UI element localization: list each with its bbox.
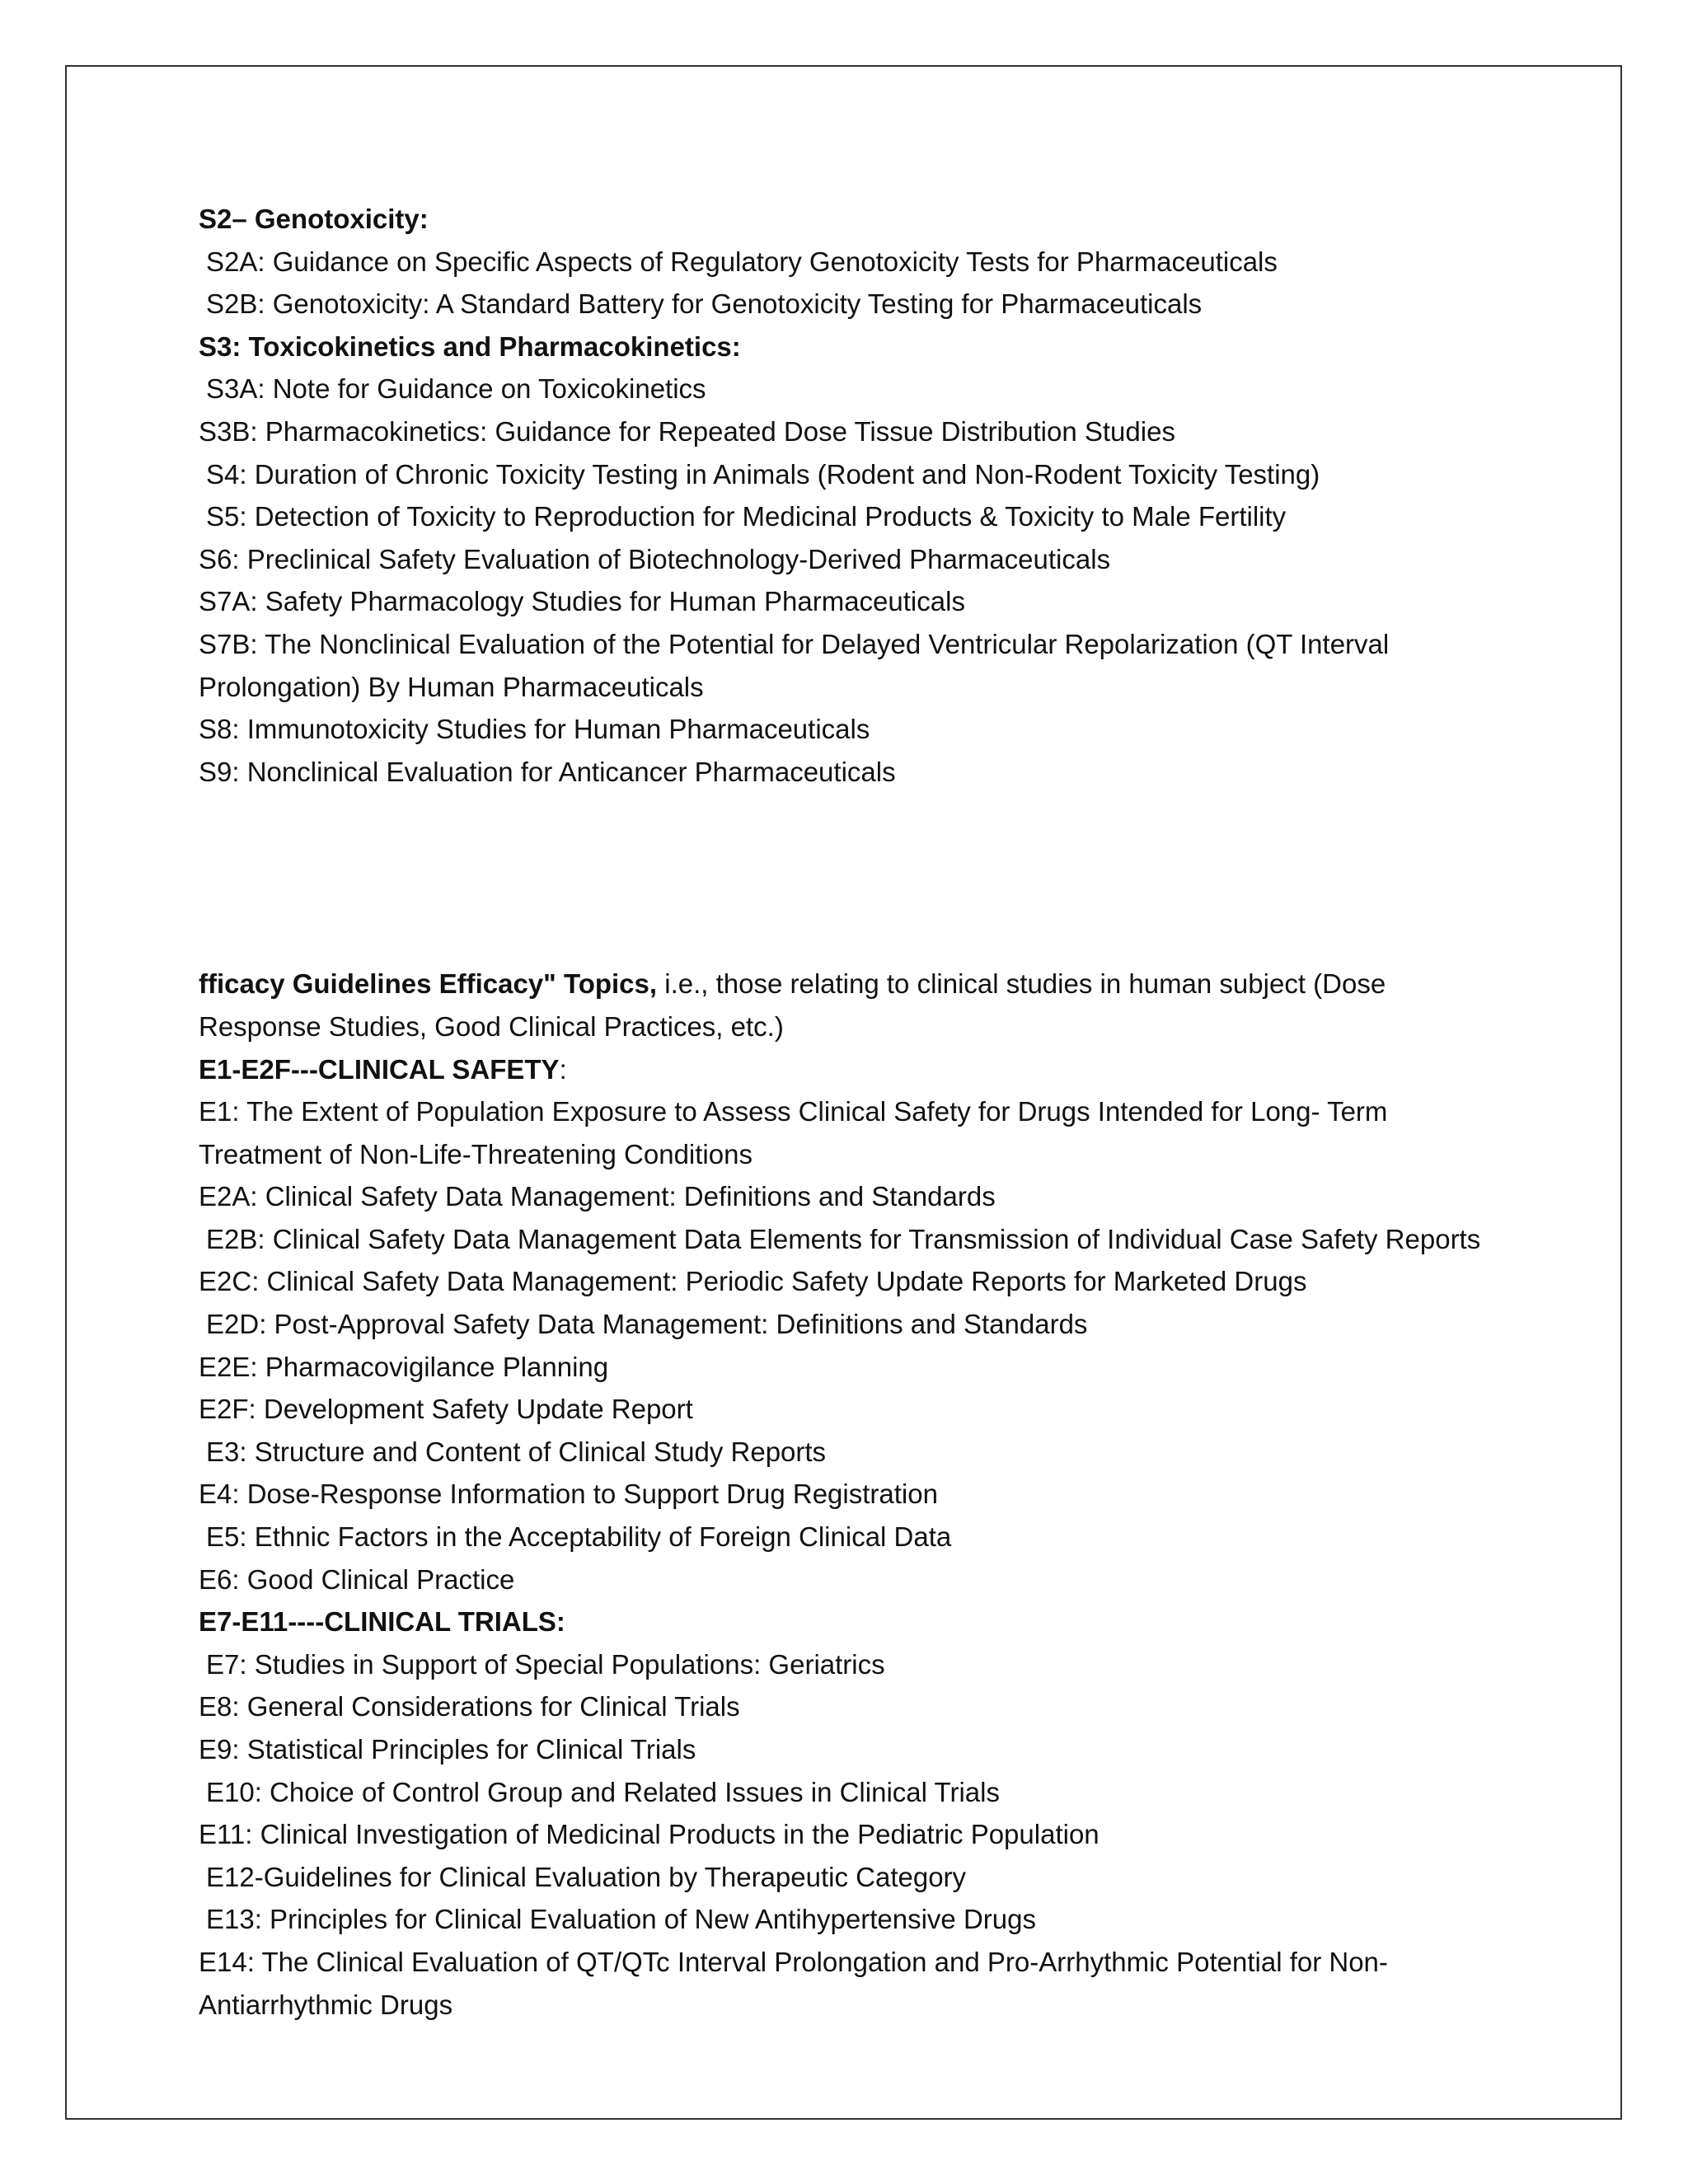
s7b-item-line2: Prolongation) By Human Pharmaceuticals bbox=[199, 671, 704, 702]
e2f-item: E2F: Development Safety Update Report bbox=[199, 1394, 693, 1425]
e6-item: E6: Good Clinical Practice bbox=[199, 1563, 515, 1595]
s9-item: S9: Nonclinical Evaluation for Anticancer Pharmaceuticals bbox=[199, 756, 896, 787]
e14-item-line2: Antiarrhythmic Drugs bbox=[199, 1989, 453, 2020]
e2e-item: E2E: Pharmacovigilance Planning bbox=[199, 1351, 609, 1382]
clinical-safety-colon: : bbox=[559, 1053, 567, 1085]
s4-item: S4: Duration of Chronic Toxicity Testing in Animals (Rodent and Non-Rodent Toxicity Testing) bbox=[206, 458, 1320, 490]
e1-item-line2: Treatment of Non-Life-Threatening Conditions bbox=[199, 1138, 753, 1169]
s2-heading: S2– Genotoxicity: bbox=[199, 204, 429, 234]
e2d-item: E2D: Post-Approval Safety Data Management: Definitions and Standards bbox=[206, 1309, 1088, 1340]
clinical-safety-heading: E1-E2F---CLINICAL SAFETY bbox=[199, 1053, 560, 1085]
e11-item: E11: Clinical Investigation of Medicinal Products in the Pediatric Population bbox=[199, 1819, 1100, 1850]
s8-item: S8: Immunotoxicity Studies for Human Pharmaceuticals bbox=[199, 714, 870, 745]
e12-item: E12-Guidelines for Clinical Evaluation by Therapeutic Category bbox=[206, 1861, 967, 1892]
efficacy-intro-bold: fficacy Guidelines Efficacy" Topics, bbox=[199, 968, 658, 1000]
e3-item: E3: Structure and Content of Clinical Study Reports bbox=[206, 1436, 827, 1467]
s6-item: S6: Preclinical Safety Evaluation of Biotechnology-Derived Pharmaceuticals bbox=[199, 543, 1111, 574]
s7a-item: S7A: Safety Pharmacology Studies for Human Pharmaceuticals bbox=[199, 586, 965, 617]
efficacy-intro-line1 bbox=[199, 963, 1550, 1005]
s5-item: S5: Detection of Toxicity to Reproduction for Medicinal Products & Toxicity to Male Fertility bbox=[206, 501, 1287, 532]
safety-section bbox=[199, 198, 1550, 793]
s2a-item: S2A: Guidance on Specific Aspects of Regulatory Genotoxicity Tests for Pharmaceuticals bbox=[206, 246, 1278, 277]
e8-item: E8: General Considerations for Clinical Trials bbox=[199, 1691, 740, 1722]
e2a-item: E2A: Clinical Safety Data Management: Definitions and Standards bbox=[199, 1181, 996, 1212]
e14-item-line1: E14: The Clinical Evaluation of QT/QTc Interval Prolongation and Pro-Arrhythmic Potential for Non- bbox=[199, 1946, 1388, 1977]
e9-item: E9: Statistical Principles for Clinical Trials bbox=[199, 1734, 696, 1765]
e2b-item: E2B: Clinical Safety Data Management Data Elements for Transmission of Individual Case Safety Reports bbox=[206, 1223, 1481, 1254]
clinical-safety-heading-line bbox=[199, 1048, 1550, 1091]
e2c-item: E2C: Clinical Safety Data Management: Periodic Safety Update Reports for Marketed Drugs bbox=[199, 1266, 1307, 1297]
section-spacer bbox=[199, 793, 1550, 963]
e5-item: E5: Ethnic Factors in the Acceptability of Foreign Clinical Data bbox=[206, 1521, 952, 1553]
efficacy-section bbox=[199, 963, 1550, 2026]
clinical-trials-heading: E7-E11----CLINICAL TRIALS: bbox=[199, 1606, 565, 1638]
s2b-item: S2B: Genotoxicity: A Standard Battery for Genotoxicity Testing for Pharmaceuticals bbox=[206, 288, 1203, 320]
efficacy-intro-rest: i.e., those relating to clinical studies in human subject (Dose bbox=[657, 968, 1386, 1000]
efficacy-intro-line2: Response Studies, Good Clinical Practices, etc.) bbox=[199, 1010, 784, 1042]
s3-heading: S3: Toxicokinetics and Pharmacokinetics: bbox=[199, 330, 741, 362]
document-body bbox=[199, 198, 1550, 2026]
s3b-item: S3B: Pharmacokinetics: Guidance for Repeated Dose Tissue Distribution Studies bbox=[199, 415, 1175, 447]
s3a-item: S3A: Note for Guidance on Toxicokinetics bbox=[206, 373, 706, 405]
s7b-item-line1: S7B: The Nonclinical Evaluation of the Potential for Delayed Ventricular Repolarization (QT Interval bbox=[199, 628, 1390, 659]
e1-item-line1: E1: The Extent of Population Exposure to Assess Clinical Safety for Drugs Intended for Long- Term bbox=[199, 1096, 1388, 1127]
e13-item: E13: Principles for Clinical Evaluation of New Antihypertensive Drugs bbox=[206, 1904, 1036, 1935]
e10-item: E10: Choice of Control Group and Related Issues in Clinical Trials bbox=[206, 1776, 1000, 1807]
e4-item: E4: Dose-Response Information to Support Drug Registration bbox=[199, 1479, 938, 1510]
e7-item: E7: Studies in Support of Special Populations: Geriatrics bbox=[206, 1648, 885, 1680]
